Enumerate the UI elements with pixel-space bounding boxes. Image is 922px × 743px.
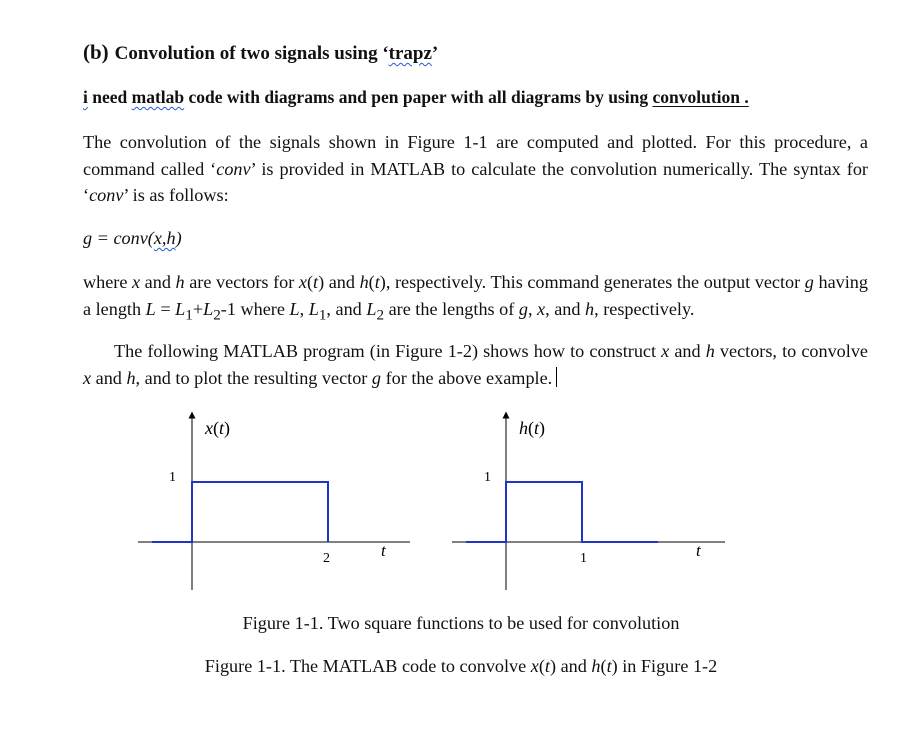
x-signal-pulse: [152, 482, 328, 542]
p2-s17: , respectively.: [594, 298, 695, 319]
h-signal-pulse: [466, 482, 658, 542]
x-plot-t-label: t: [381, 541, 386, 560]
p2-s2: and: [140, 272, 176, 292]
request-i: i: [83, 87, 88, 107]
p2-h2: h: [585, 298, 595, 319]
p2-L4: L: [308, 298, 319, 319]
p2-t2: t: [374, 272, 380, 292]
p1-text-e: ’ is as follows:: [123, 185, 229, 205]
p3-h: h: [705, 341, 715, 361]
p2-sub3: 1: [318, 306, 327, 324]
p2-x1: x: [132, 272, 141, 292]
section-label: (b): [83, 40, 109, 64]
h-plot-title-paren-close: ): [539, 418, 546, 438]
cap2-p3: (: [600, 656, 607, 676]
p2-xt: x: [298, 272, 307, 292]
h-plot-title: [519, 418, 545, 439]
p2-s16: , and: [545, 298, 586, 319]
figure-1-2-caption: [0, 656, 922, 677]
p2-s5: ) and: [318, 272, 360, 292]
p3-x: x: [661, 341, 670, 361]
plot-h-of-t: [452, 415, 725, 590]
heading-trapz: trapz: [388, 43, 432, 64]
eq-args: x,h: [153, 228, 176, 248]
x-plot-title-arg: t: [219, 418, 225, 438]
x-plot-title-fn: x: [205, 418, 213, 438]
h-plot-title-fn: h: [519, 418, 528, 438]
p2-x2: x: [537, 298, 546, 319]
x-plot-x-tick: 2: [323, 551, 330, 566]
p2-L: L: [145, 298, 156, 319]
p2-s13: , and: [326, 298, 367, 319]
p1-conv-2: conv: [89, 185, 124, 205]
p3-s4: and: [91, 367, 127, 388]
p1-text-c: ’ is provided in MATLAB to calculate the convolution numerically. The syntax for ‘: [83, 158, 868, 205]
p2-L5: L: [366, 298, 377, 319]
p3-h2: h: [126, 367, 136, 388]
p2-sub2: 2: [213, 306, 221, 324]
cap2-p1: (: [538, 656, 545, 676]
p2-s10: +: [192, 298, 204, 319]
p2-g2: g: [518, 298, 528, 319]
cap2-p2: ) and: [549, 656, 592, 676]
request-matlab: matlab: [131, 87, 185, 107]
p2-sub4: 2: [376, 306, 385, 324]
p2-s4: (: [306, 272, 314, 292]
p2-g1: g: [804, 272, 814, 292]
x-plot-y-tick: 1: [169, 470, 176, 485]
p3-g: g: [371, 367, 382, 388]
p3-s2: and: [669, 341, 706, 361]
h-plot-title-arg: t: [534, 418, 540, 438]
p2-s9: =: [155, 298, 176, 319]
p3-x2: x: [83, 367, 92, 388]
request-text-2: code with diagrams and pen paper with all diagrams by using: [184, 87, 653, 107]
cap2-post: ) in Figure 1-2: [611, 656, 718, 676]
h-plot-x-tick: 1: [580, 551, 587, 566]
p1-text-a: The convolution of the signals shown in Figure 1-1 are computed and plotted. For this procedure, a command called ‘: [83, 132, 868, 179]
p2-L2: L: [203, 298, 214, 319]
cap2-t2: t: [606, 656, 612, 676]
p2-L1: L: [175, 298, 186, 319]
plot-x-of-t: [138, 415, 410, 590]
p3-s6: for the above example.: [381, 367, 553, 388]
h-plot-t-label: t: [696, 541, 701, 560]
p2-t1: t: [313, 272, 319, 292]
eq-lhs: g = conv(: [83, 228, 154, 248]
cap2-x: x: [530, 656, 539, 676]
p2-s11: -1 where: [220, 298, 290, 319]
h-plot-y-tick: 1: [484, 470, 491, 485]
cap2-h: h: [591, 656, 601, 676]
p2-s6: (: [368, 272, 375, 292]
p3-s5: , and to plot the resulting vector: [135, 367, 372, 388]
cap2-t1: t: [544, 656, 550, 676]
figure-1-1-caption: Figure 1-1. Two square functions to be used for convolution: [242, 613, 680, 633]
request-convolution: convolution .: [652, 87, 749, 107]
p3-s3: vectors, to convolve: [714, 341, 868, 361]
x-plot-title-paren-open: (: [213, 418, 219, 438]
p3-s1: The following MATLAB program (in Figure 1-2) shows how to construct: [114, 341, 662, 361]
p1-conv-1: conv: [216, 158, 251, 179]
p2-s12: ,: [299, 298, 309, 319]
p2-s15: ,: [527, 298, 538, 319]
x-plot-title-paren-close: ): [224, 418, 231, 438]
eq-rhs: ): [175, 228, 182, 248]
p2-h1: h: [175, 272, 185, 292]
p2-s1: where: [83, 272, 133, 292]
p2-s8: having a length: [83, 272, 868, 319]
x-plot-title: [204, 418, 230, 439]
heading-quote: ’: [431, 43, 439, 64]
p2-s3: are vectors for: [184, 272, 299, 292]
h-plot-title-paren-open: (: [528, 418, 534, 438]
heading-text: Convolution of two signals using ‘: [114, 43, 389, 64]
cap2-pre: Figure 1-1. The MATLAB code to convolve: [204, 656, 531, 676]
p2-sub1: 1: [185, 306, 193, 324]
p2-s14: are the lengths of: [384, 298, 519, 319]
p2-s7: ), respectively. This command generates the output vector: [379, 272, 805, 292]
p2-ht: h: [359, 272, 369, 292]
p2-L3: L: [289, 298, 300, 319]
request-text-1: need: [87, 87, 132, 107]
